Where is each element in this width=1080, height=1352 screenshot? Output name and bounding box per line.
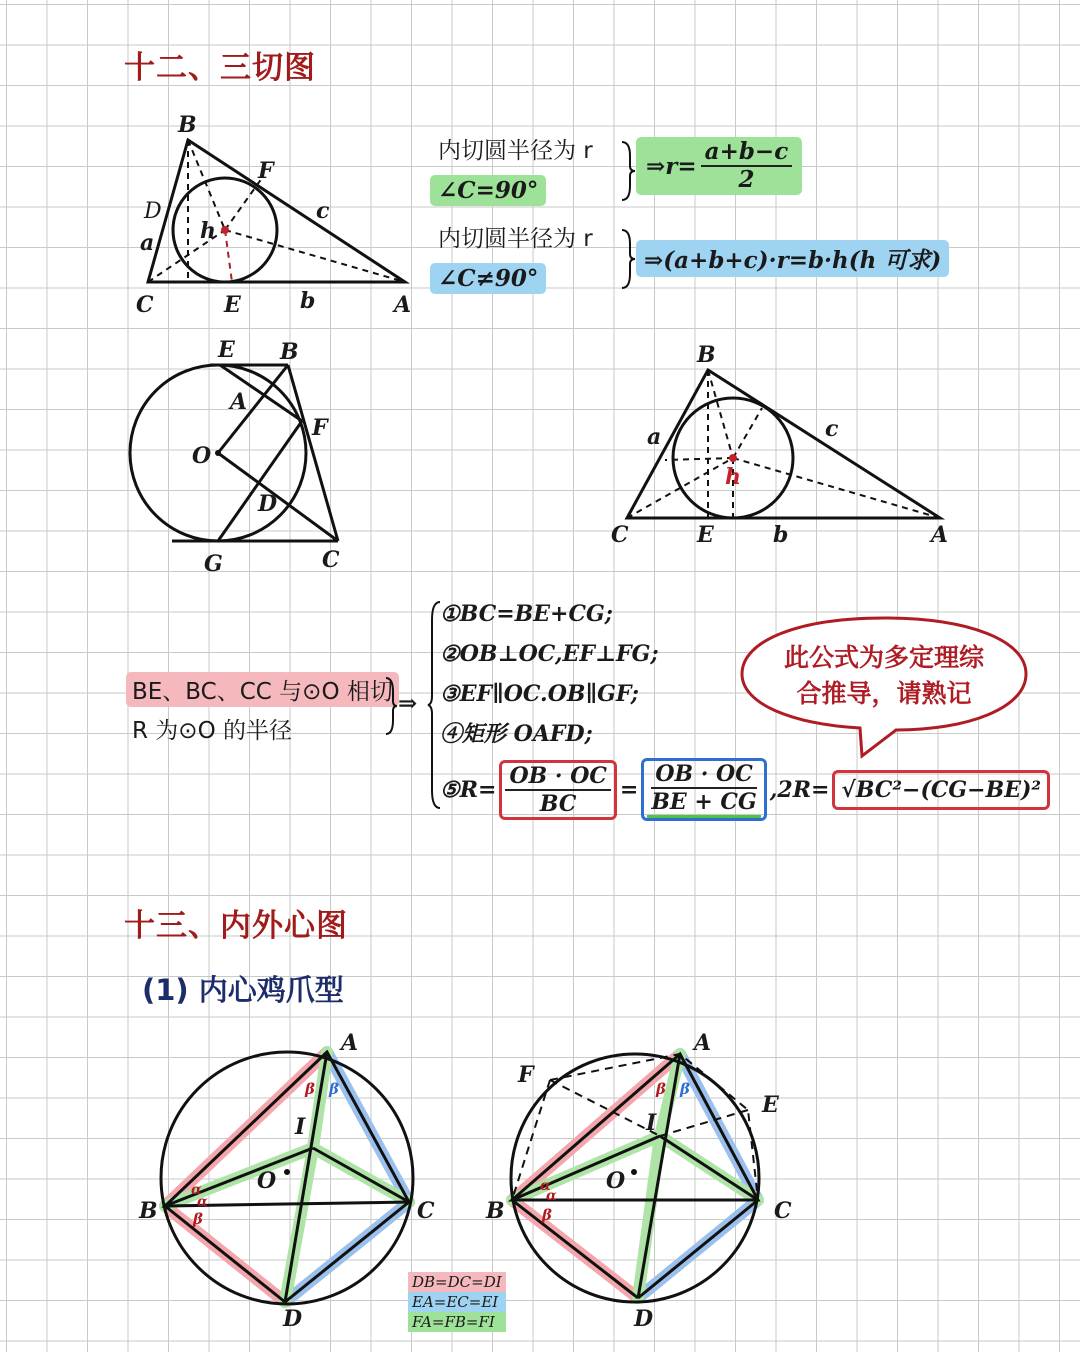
fig2-beta-2: β (680, 1080, 690, 1098)
fig2-label-D: D (634, 1306, 654, 1330)
fig2-label-E: E (762, 1092, 779, 1118)
circle-label-A: A (230, 389, 248, 415)
tri2-label-b: b (773, 522, 789, 548)
tri1-label-a: a (140, 230, 155, 256)
step5-frac1-denominator: BC (539, 790, 577, 817)
fig1-alpha-2: α (197, 1194, 208, 1210)
condition-angle-right: ∠C=90° (430, 175, 546, 206)
step5-frac2-denominator: BE + CG (647, 789, 760, 818)
condition-tangent-lines: BE、BC、CC 与⊙O 相切 (126, 672, 399, 707)
result1-denominator: 2 (738, 166, 755, 193)
condition-inradius-2: 内切圆半径为 r (438, 226, 593, 252)
step5-fraction-1-box (499, 760, 616, 820)
fig2-label-F: F (518, 1062, 534, 1088)
fig1-beta-2: β (329, 1080, 339, 1098)
step-5 (440, 758, 1050, 821)
brace-2 (620, 228, 636, 290)
legend-fa-fb-fi: FA=FB=FI (408, 1312, 506, 1332)
brace-1 (620, 140, 636, 202)
right-triangle-incircle-figure (120, 110, 430, 325)
reminder-bubble-text (756, 640, 1012, 712)
result1-fraction (701, 139, 793, 193)
tri1-label-D: D (144, 199, 162, 224)
step5-prefix: ⑤R= (440, 776, 497, 803)
tri2-label-A: A (931, 522, 949, 548)
fig1-beta-3: β (193, 1210, 203, 1228)
step5-frac2-numerator: OB · OC (651, 761, 756, 789)
incenter-claw-figure-2 (480, 1030, 800, 1330)
condition-angle-not-right: ∠C≠90° (430, 263, 546, 294)
step5-two-r: ,2R= (769, 776, 830, 803)
step5-equals: = (619, 776, 639, 803)
circle-label-F: F (312, 415, 328, 441)
result1-prefix: ⇒r= (646, 152, 697, 180)
fig1-beta-1: β (305, 1080, 315, 1098)
fig2-alpha-2: α (546, 1188, 557, 1204)
step5-fraction-2-box (641, 758, 766, 821)
tri2-label-E: E (697, 522, 714, 548)
fig2-label-A: A (694, 1030, 712, 1056)
implies-arrow: ⇒ (398, 690, 418, 717)
tri1-label-C: C (136, 292, 154, 318)
tri2-label-B: B (697, 342, 716, 368)
three-tangent-circle-figure (120, 335, 360, 580)
tri1-label-h: h (200, 218, 216, 244)
condition-inradius-1: 内切圆半径为 r (438, 138, 593, 164)
tri2-label-C: C (611, 522, 629, 548)
tri1-label-A: A (394, 292, 412, 318)
circle-label-B: B (280, 339, 299, 365)
legend-db-dc-di: DB=DC=DI (408, 1272, 506, 1292)
fig1-label-C: C (417, 1198, 435, 1224)
result-general-formula: ⇒(a+b+c)·r=b·h(h 可求) (636, 240, 949, 277)
step-1: ①BC=BE+CG; (440, 601, 613, 627)
fig1-label-A: A (341, 1030, 359, 1056)
fig1-label-B: B (139, 1198, 158, 1224)
general-triangle-incircle-figure (605, 340, 960, 550)
fig2-alpha-1: α (540, 1178, 551, 1194)
step5-frac1-numerator: OB · OC (505, 763, 610, 791)
fig1-alpha-1: α (191, 1182, 202, 1198)
fig1-label-D: D (283, 1306, 303, 1330)
tri1-label-b: b (300, 288, 316, 314)
tri2-label-h: h (725, 464, 741, 490)
step-2: ②OB⊥OC,EF⊥FG; (440, 641, 659, 667)
circle-label-D: D (258, 491, 278, 517)
step5-sqrt-box (832, 770, 1050, 810)
tri1-label-E: E (224, 292, 241, 318)
legend-ea-ec-ei: EA=EC=EI (408, 1292, 506, 1312)
bubble-line-1: 此公式为多定理综 (783, 643, 984, 672)
fig2-label-C: C (774, 1198, 792, 1224)
fig2-beta-3: β (542, 1206, 552, 1224)
tri2-label-c: c (825, 416, 839, 442)
tri2-label-a: a (647, 424, 662, 450)
condition-radius: R 为⊙O 的半径 (132, 718, 292, 744)
fig2-beta-1: β (656, 1080, 666, 1098)
fig2-label-I: I (646, 1110, 657, 1136)
steps-list (440, 594, 659, 754)
step5-sqrt-expr: √BC²−(CG−BE)² (841, 776, 1042, 803)
result-right-angle-formula (636, 137, 802, 195)
section-13-subtitle: (1) 内心鸡爪型 (142, 973, 344, 1007)
section-13-title: 十三、内外心图 (124, 908, 348, 944)
section-12-title: 十二、三切图 (124, 50, 316, 86)
result1-numerator: a+b−c (701, 139, 793, 167)
fig1-label-O: O (257, 1168, 277, 1194)
circle-label-C: C (322, 547, 340, 573)
incenter-claw-figure-1 (135, 1030, 445, 1330)
bubble-line-2: 合推导，请熟记 (796, 679, 972, 708)
circle-label-O: O (192, 443, 212, 469)
circle-label-G: G (204, 551, 223, 577)
tri1-label-F: F (258, 158, 274, 184)
tri1-label-c: c (316, 198, 330, 224)
step-3: ③EF∥OC.OB∥GF; (440, 681, 639, 707)
step-4: ④矩形 OAFD; (440, 721, 593, 747)
circle-label-E: E (218, 337, 235, 363)
tri1-label-B: B (178, 112, 197, 138)
fig2-label-O: O (606, 1168, 626, 1194)
brace-conditions (384, 676, 398, 736)
fig2-label-B: B (486, 1198, 505, 1224)
fig1-label-I: I (295, 1114, 306, 1140)
